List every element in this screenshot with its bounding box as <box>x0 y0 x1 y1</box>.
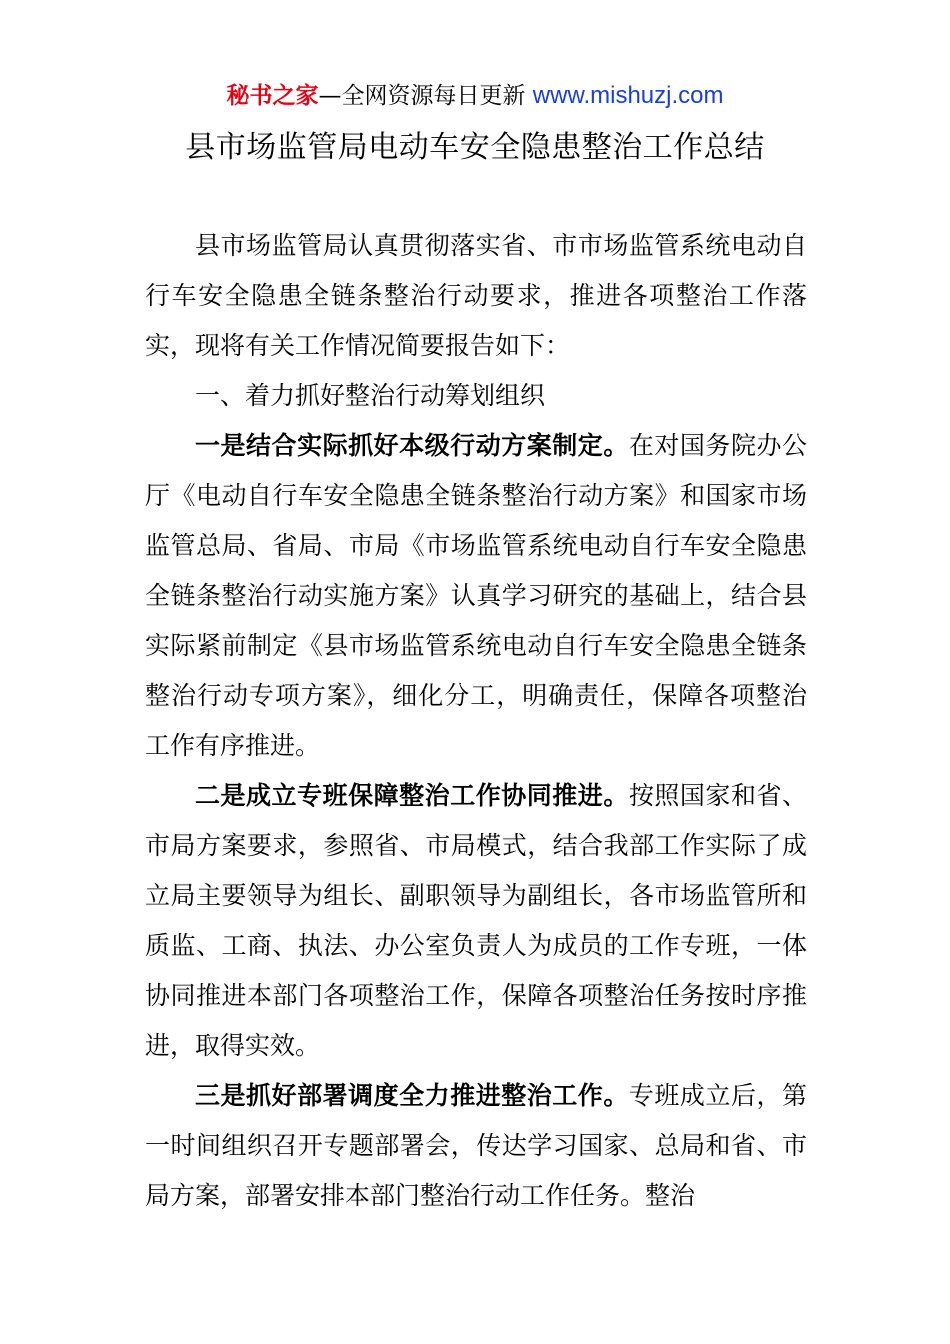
paragraph-1-body: 在对国务院办公厅《电动自行车安全隐患全链条整治行动方案》和国家市场监管总局、省局、市局《市场监管系统电动自行车安全隐患全链条整治行动实施方案》认真学习研究的基础上，结合县实际紧前制定《县市场监管系统电动自行车安全隐患全链条整治行动专项方案》，细化分工，明确责任，保障各项整治工作有序推进。 <box>145 431 807 760</box>
document-body <box>145 221 807 1221</box>
paragraph-3 <box>145 1071 807 1221</box>
brand-name: 秘书之家 <box>226 83 319 109</box>
intro-paragraph: 县市场监管局认真贯彻落实省、市市场监管系统电动自行车安全隐患全链条整治行动要求，推进各项整治工作落实，现将有关工作情况简要报告如下： <box>145 231 807 360</box>
paragraph-1-lead: 一是结合实际抓好本级行动方案制定。 <box>195 431 629 460</box>
document-title: 县市场监管局电动车安全隐患整治工作总结 <box>185 130 765 165</box>
paragraph-3-body: 专班成立后，第一时间组织召开专题部署会，传达学习国家、总局和省、市局方案，部署安排本部门整治行动工作任务。整治 <box>145 1081 807 1210</box>
site-header <box>0 80 950 112</box>
site-url-link[interactable]: www.mishuzj.com <box>532 82 724 109</box>
paragraph-2 <box>145 771 807 1071</box>
paragraph-2-lead: 二是成立专班保障整治工作协同推进。 <box>195 781 629 810</box>
paragraph-3-lead: 三是抓好部署调度全力推进整治工作。 <box>195 1081 629 1110</box>
paragraph-2-body: 按照国家和省、市局方案要求，参照省、市局模式，结合我部工作实际了成立局主要领导为组长、副职领导为副组长，各市场监管所和质监、工商、执法、办公室负责人为成员的工作专班，一体协同推进本部门各项整治工作，保障各项整治任务按时序推进，取得实效。 <box>145 781 807 1060</box>
header-tagline: —全网资源每日更新 <box>318 83 533 109</box>
paragraph-1 <box>145 421 807 771</box>
section-heading: 一、着力抓好整治行动筹划组织 <box>195 381 546 410</box>
